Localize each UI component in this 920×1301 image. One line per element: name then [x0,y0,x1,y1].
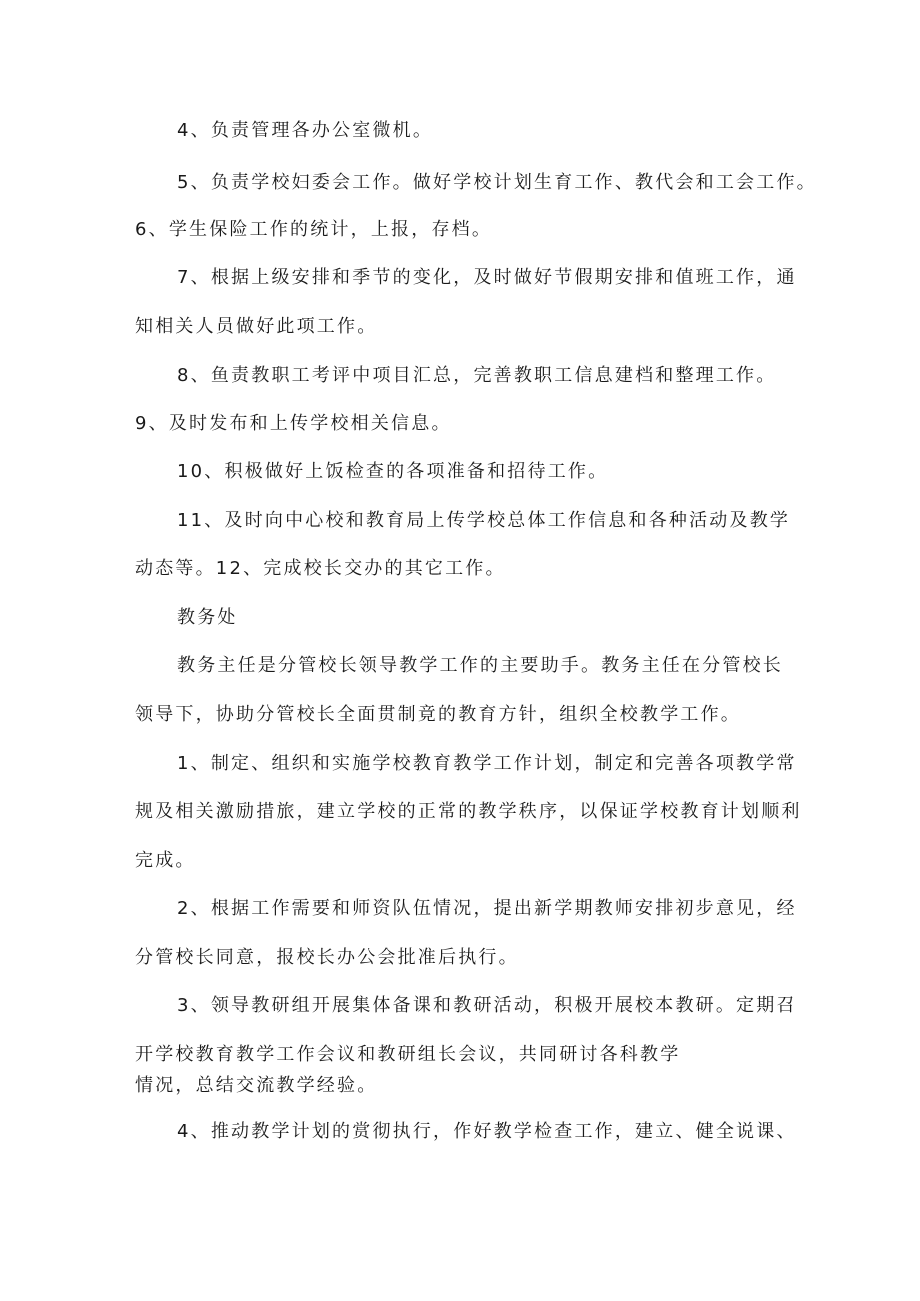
text-line: 知相关人员做好此项工作。 [135,316,378,337]
text-line: 分管校长同意，报校长办公会批准后执行。 [135,947,519,968]
text-line: 完成。 [135,850,196,871]
section-heading: 教务处 [177,607,238,628]
text-line: 情况，总结交流教学经验。 [135,1075,378,1096]
text-line: 10、积极做好上饭检查的各项准备和招待工作。 [177,461,609,482]
text-line: 规及相关激励措旅，建立学校的正常的教学秩序，以保证学校教育计划顺利 [135,801,802,822]
text-line: 2、根据工作需要和师资队伍情况，提出新学期教师安排初步意见，经 [177,898,797,919]
text-line: 教务主任是分管校长领导教学工作的主要助手。教务主任在分管校长 [177,655,783,676]
text-line: 4、负责管理各办公室微机。 [177,120,434,141]
text-line: 6、学生保险工作的统计，上报，存档。 [135,219,493,240]
text-line: 4、推动教学计划的赏彻执行，作好教学检查工作，建立、健全说课、 [177,1121,797,1142]
text-line: 11、及时向中心校和教育局上传学校总体工作信息和各种活动及教学 [177,510,791,531]
text-line: 8、鱼责教职工考评中项目汇总，完善教职工信息建档和整理工作。 [177,365,777,386]
text-line: 9、及时发布和上传学校相关信息。 [135,413,452,434]
text-line: 1、制定、组织和实施学校教育教学工作计划，制定和完善各项教学常 [177,753,797,774]
text-line: 领导下，协助分管校长全面贯制竟的教育方针，组织全校教学工作。 [135,704,741,725]
text-line: 7、根据上级安排和季节的变化，及时做好节假期安排和值班工作，通 [177,267,797,288]
text-line: 5、负责学校妇委会工作。做好学校计划生育工作、教代会和工会工作。 [177,172,817,193]
text-line: 开学校教育教学工作会议和教研组长会议，共同研讨各科教学 [135,1044,681,1065]
text-line: 动态等。12、完成校长交办的其它工作。 [135,558,506,579]
text-line: 3、领导教研组开展集体备课和教研活动，积极开展校本教研。定期召 [177,995,797,1016]
